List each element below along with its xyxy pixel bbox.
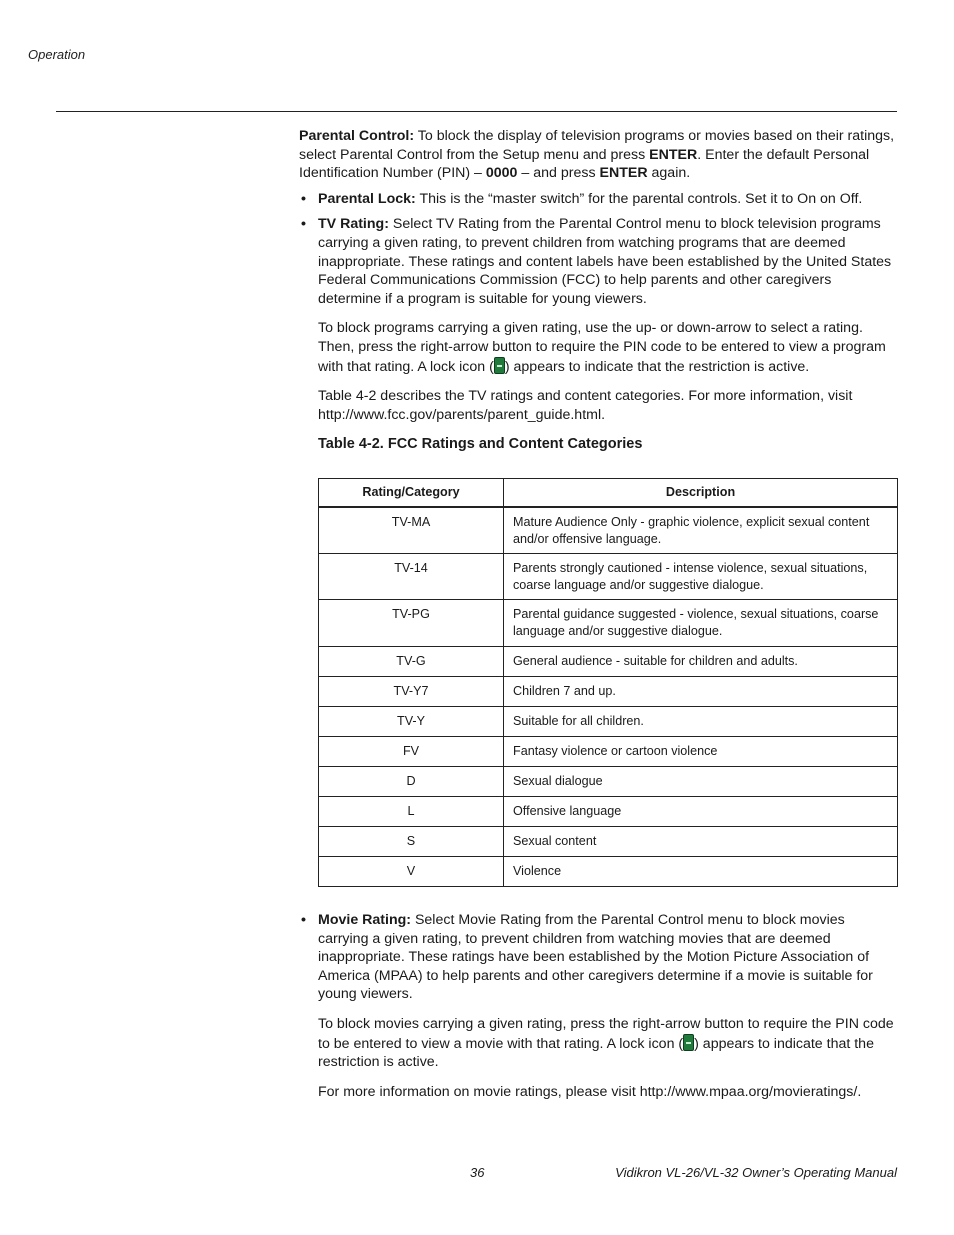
tv-rating-text: Select TV Rating from the Parental Control menu to block television programs carrying a given rating, to prevent children from watching programs that are deemed inappropriate. These ratings and content labels have been established by the United States Federal Communications Commission (FCC) to help parents and other caregivers determine if a program is suitable for young viewers.	[318, 216, 892, 307]
table-row	[319, 646, 898, 676]
description-cell: Sexual content	[504, 826, 898, 856]
running-header: Operation	[28, 47, 86, 62]
lock-icon	[494, 357, 505, 374]
parental-control-intro	[299, 127, 897, 183]
description-cell: Children 7 and up.	[504, 676, 898, 706]
table-caption: Table 4-2. FCC Ratings and Content Categories	[318, 436, 643, 453]
movie-block-text-after: ) appears to indicate that the restriction is active.	[318, 1035, 874, 1071]
description-cell: General audience - suitable for children and adults.	[504, 646, 898, 676]
page-number: 36	[470, 1165, 485, 1180]
tv-block-text-after: ) appears to indicate that the restriction is active.	[504, 358, 810, 375]
main-content	[299, 127, 897, 454]
rating-cell: TV-Y	[319, 706, 504, 736]
bullet-icon: •	[301, 912, 306, 928]
description-cell: Sexual dialogue	[504, 766, 898, 796]
fcc-ratings-table	[318, 478, 898, 887]
movie-rating-block-instructions	[299, 1015, 897, 1072]
column-header-description: Description	[504, 479, 898, 508]
rating-cell: D	[319, 766, 504, 796]
description-cell: Mature Audience Only - graphic violence, explicit sexual content and/or offensive language.	[504, 507, 898, 554]
movie-block-text-before: To block movies carrying a given rating, press the right-arrow button to require the PIN code to be entered to view a movie with that rating. A lock icon (	[318, 1015, 894, 1052]
description-cell: Fantasy violence or cartoon violence	[504, 736, 898, 766]
table-row	[319, 766, 898, 796]
intro-text-2: . Enter the default Personal Identification Number (PIN) –	[299, 146, 870, 182]
lock-icon	[683, 1034, 694, 1051]
movie-rating-label: Movie Rating:	[318, 912, 412, 928]
table-header-row	[319, 479, 898, 508]
rating-cell: TV-14	[319, 554, 504, 600]
tv-block-text-before: To block programs carrying a given rating, use the up- or down-arrow to select a rating. Then, press the right-arrow button to require the PIN code to be entered to view a program with that rating. A lock icon (	[318, 320, 886, 375]
header-rule	[56, 111, 897, 112]
rating-cell: TV-G	[319, 646, 504, 676]
description-cell: Suitable for all children.	[504, 706, 898, 736]
parental-lock-text: This is the “master switch” for the parental controls. Set it to On on Off.	[415, 190, 863, 207]
bullet-parental-lock	[299, 190, 897, 209]
bullet-icon: •	[301, 216, 306, 233]
rating-cell: L	[319, 796, 504, 826]
description-cell: Parental guidance suggested - violence, sexual situations, coarse language and/or suggestive dialogue.	[504, 600, 898, 646]
description-cell: Offensive language	[504, 796, 898, 826]
table-row	[319, 554, 898, 600]
table-row	[319, 736, 898, 766]
parental-control-label: Parental Control:	[299, 128, 415, 144]
tv-rating-label: TV Rating:	[318, 216, 389, 233]
column-header-rating: Rating/Category	[319, 479, 504, 508]
table-row	[319, 676, 898, 706]
default-pin: 0000	[485, 165, 518, 182]
movie-rating-text: Select Movie Rating from the Parental Control menu to block movies carrying a given rating, to prevent children from watching movies that are deemed inappropriate. These ratings have been established by the Motion Picture Association of America (MPAA) to help parents and other caregivers determine if a movie is suitable for young viewers.	[318, 912, 873, 1003]
rating-cell: FV	[319, 736, 504, 766]
parental-lock-label: Parental Lock:	[318, 190, 416, 207]
enter-key-2: ENTER	[599, 165, 648, 182]
description-cell: Parents strongly cautioned - intense violence, sexual situations, coarse language and/or suggestive dialogue.	[504, 554, 898, 600]
table-row	[319, 826, 898, 856]
movie-rating-content	[299, 911, 897, 1112]
table-row	[319, 856, 898, 886]
enter-key-1: ENTER	[649, 146, 698, 163]
bullet-icon: •	[301, 190, 306, 207]
rating-cell: TV-Y7	[319, 676, 504, 706]
rating-cell: TV-PG	[319, 600, 504, 646]
table-row	[319, 507, 898, 554]
table-row	[319, 600, 898, 646]
bullet-movie-rating	[299, 911, 897, 1004]
tv-rating-table-reference: Table 4-2 describes the TV ratings and content categories. For more information, visit http://www.fcc.gov/parents/parent_guide.html.	[318, 388, 853, 423]
tv-rating-block-instructions	[299, 319, 897, 376]
bullet-tv-rating	[299, 215, 897, 308]
rating-cell: S	[319, 826, 504, 856]
rating-cell: TV-MA	[319, 507, 504, 554]
intro-text-3: – and press	[517, 165, 600, 182]
movie-rating-info-link: For more information on movie ratings, please visit http://www.mpaa.org/movieratings/.	[318, 1083, 862, 1100]
intro-text-1: To block the display of television programs or movies based on their ratings, select Parental Control from the Setup menu and press	[299, 128, 895, 163]
rating-cell: V	[319, 856, 504, 886]
intro-text-4: again.	[647, 165, 691, 182]
manual-title: Vidikron VL-26/VL-32 Owner’s Operating Manual	[615, 1165, 897, 1180]
table-row	[319, 796, 898, 826]
table-row	[319, 706, 898, 736]
description-cell: Violence	[504, 856, 898, 886]
